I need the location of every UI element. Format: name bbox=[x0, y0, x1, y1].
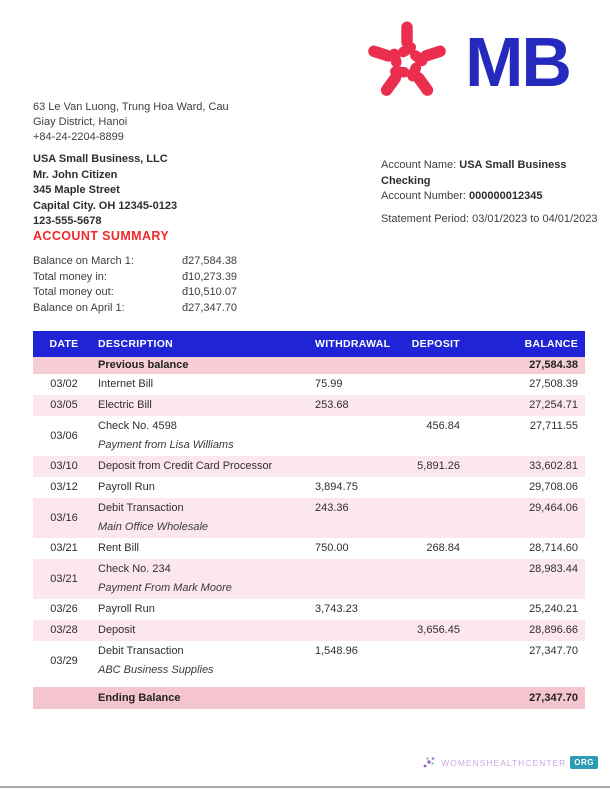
customer-city: Capital City. OH 12345-0123 bbox=[33, 199, 178, 212]
cell-withdrawal: 75.99 bbox=[315, 378, 343, 390]
cell-withdrawal bbox=[315, 563, 400, 595]
customer-phone: 123-555-5678 bbox=[33, 215, 102, 227]
mb-star-icon bbox=[361, 18, 453, 106]
account-info-block bbox=[381, 158, 610, 227]
summary-value: đ10,273.39 bbox=[182, 270, 238, 283]
row-description: Check No. 234 bbox=[98, 563, 171, 575]
table-row bbox=[33, 641, 585, 681]
summary-row bbox=[33, 301, 237, 317]
cell-withdrawal: 243.36 bbox=[315, 502, 349, 514]
table-row bbox=[33, 559, 585, 599]
table-row bbox=[33, 538, 585, 559]
cell-date: 03/12 bbox=[50, 481, 78, 493]
header-date: DATE bbox=[49, 338, 79, 350]
cell-withdrawal: 253.68 bbox=[315, 399, 349, 411]
cell-date: 03/21 bbox=[50, 572, 78, 585]
row-description: Deposit bbox=[98, 624, 136, 636]
watermark-text: WOMENSHEALTHCENTER bbox=[441, 757, 567, 768]
row-description: Check No. 4598 bbox=[98, 420, 177, 432]
customer-address-block bbox=[33, 152, 177, 230]
summary-value: đ10,510.07 bbox=[182, 286, 238, 298]
account-summary-title: ACCOUNT SUMMARY bbox=[33, 229, 170, 243]
row-note: Payment from Lisa Williams bbox=[98, 439, 234, 451]
page-bottom-divider bbox=[0, 786, 610, 788]
header-deposit: DEPOSIT bbox=[411, 338, 460, 350]
ending-balance-row bbox=[33, 687, 585, 709]
row-note: Main Office Wholesale bbox=[98, 521, 209, 533]
customer-name: Mr. John Citizen bbox=[33, 168, 118, 181]
table-row bbox=[33, 456, 585, 477]
header-description: DESCRIPTION bbox=[98, 338, 174, 350]
mb-bank-logo bbox=[361, 18, 570, 106]
cell-deposit: 456.84 bbox=[426, 420, 460, 432]
row-description: Debit Transaction bbox=[98, 645, 184, 657]
table-row bbox=[33, 374, 585, 395]
summary-value: đ27,347.70 bbox=[182, 301, 238, 314]
table-row bbox=[33, 620, 585, 641]
statement-period-value: 03/01/2023 to 04/01/2023 bbox=[472, 212, 598, 225]
summary-row bbox=[33, 270, 237, 286]
cell-balance: 27,508.39 bbox=[529, 378, 578, 390]
cell-deposit: 5,891.26 bbox=[417, 460, 460, 472]
cell-withdrawal: 3,743.23 bbox=[315, 603, 358, 615]
cell-balance: 29,708.06 bbox=[529, 481, 578, 493]
row-note: ABC Business Supplies bbox=[98, 664, 214, 676]
bank-address-line: Giay District, Hanoi bbox=[33, 116, 128, 128]
cell-balance: 28,714.60 bbox=[529, 542, 578, 554]
row-description: Payroll Run bbox=[98, 481, 155, 493]
cell-date: 03/28 bbox=[50, 624, 78, 636]
previous-balance-value: 27,584.38 bbox=[529, 359, 578, 371]
cell-date: 03/10 bbox=[50, 460, 78, 472]
summary-label: Total money in: bbox=[33, 270, 107, 283]
cell-deposit bbox=[400, 603, 467, 616]
table-row bbox=[33, 498, 585, 538]
cell-withdrawal bbox=[315, 624, 400, 637]
statement-period-label: Statement Period: bbox=[381, 212, 473, 225]
customer-street: 345 Maple Street bbox=[33, 184, 120, 196]
watermark-org-badge: ORG bbox=[570, 756, 598, 769]
ending-balance-value: 27,347.70 bbox=[529, 691, 578, 704]
bank-address-line: 63 Le Van Luong, Trung Hoa Ward, Cau bbox=[33, 101, 229, 113]
customer-company: USA Small Business, LLC bbox=[33, 153, 168, 165]
summary-row bbox=[33, 254, 237, 270]
summary-row bbox=[33, 285, 237, 301]
cell-withdrawal: 3,894.75 bbox=[315, 481, 358, 493]
cell-balance: 27,711.55 bbox=[529, 420, 578, 432]
cell-deposit bbox=[400, 481, 467, 494]
account-number-value: 000000012345 bbox=[469, 190, 543, 202]
bank-logo-text: MB bbox=[465, 23, 570, 101]
watermark bbox=[422, 755, 598, 770]
cell-balance: 28,983.44 bbox=[529, 563, 578, 575]
transactions-table bbox=[33, 331, 585, 709]
summary-value: đ27,584.38 bbox=[182, 255, 238, 267]
account-name-value: USA Small Business Checking bbox=[381, 159, 567, 187]
cell-deposit bbox=[400, 378, 467, 391]
account-summary-section bbox=[33, 229, 237, 316]
cell-date: 03/16 bbox=[50, 511, 78, 524]
account-number-row bbox=[381, 189, 610, 205]
cell-withdrawal bbox=[315, 460, 400, 473]
cell-withdrawal: 750.00 bbox=[315, 542, 349, 554]
cell-date: 03/29 bbox=[50, 654, 78, 667]
ending-balance-label: Ending Balance bbox=[98, 691, 181, 704]
cell-deposit: 3,656.45 bbox=[417, 624, 460, 636]
cell-deposit bbox=[400, 563, 467, 595]
row-description: Debit Transaction bbox=[98, 502, 184, 514]
row-note: Payment From Mark Moore bbox=[98, 582, 232, 594]
table-row bbox=[33, 599, 585, 620]
table-row bbox=[33, 416, 585, 456]
summary-label: Balance on March 1: bbox=[33, 255, 134, 267]
previous-balance-row bbox=[33, 357, 585, 374]
row-description: Electric Bill bbox=[98, 399, 152, 411]
cell-deposit bbox=[400, 645, 467, 677]
account-name-label: Account Name: bbox=[381, 159, 460, 171]
cell-withdrawal: 1,548.96 bbox=[315, 645, 358, 657]
previous-balance-label: Previous balance bbox=[98, 359, 189, 371]
row-description: Rent Bill bbox=[98, 542, 139, 554]
row-description: Internet Bill bbox=[98, 378, 154, 390]
cell-date: 03/21 bbox=[50, 542, 78, 554]
sparkle-icon bbox=[422, 755, 437, 770]
table-row bbox=[33, 395, 585, 416]
cell-balance: 25,240.21 bbox=[529, 603, 578, 615]
header-withdrawal: WITHDRAWAL bbox=[315, 338, 391, 350]
cell-balance: 29,464.06 bbox=[529, 502, 578, 514]
row-description: Deposit from Credit Card Processor bbox=[98, 460, 273, 472]
table-row bbox=[33, 477, 585, 498]
cell-deposit bbox=[400, 502, 467, 534]
cell-balance: 28,896.66 bbox=[529, 624, 578, 636]
cell-withdrawal bbox=[315, 420, 400, 452]
summary-label: Balance on April 1: bbox=[33, 301, 125, 314]
account-number-label: Account Number: bbox=[381, 190, 470, 202]
cell-deposit: 268.84 bbox=[426, 542, 460, 554]
summary-label: Total money out: bbox=[33, 286, 114, 298]
cell-date: 03/26 bbox=[50, 603, 78, 615]
bank-address-block bbox=[33, 100, 229, 145]
cell-date: 03/05 bbox=[50, 399, 78, 411]
cell-balance: 27,347.70 bbox=[529, 645, 578, 657]
statement-period-row bbox=[381, 212, 610, 228]
cell-balance: 27,254.71 bbox=[529, 399, 578, 411]
account-name-row bbox=[381, 158, 610, 189]
cell-balance: 33,602.81 bbox=[529, 460, 578, 472]
header-balance: BALANCE bbox=[524, 338, 578, 350]
cell-date: 03/02 bbox=[50, 378, 78, 390]
cell-date: 03/06 bbox=[50, 429, 78, 442]
transactions-body bbox=[33, 374, 585, 681]
row-description: Payroll Run bbox=[98, 603, 155, 615]
bank-phone: +84-24-2204-8899 bbox=[33, 131, 124, 143]
cell-deposit bbox=[400, 399, 467, 412]
transactions-table-header bbox=[33, 331, 585, 357]
